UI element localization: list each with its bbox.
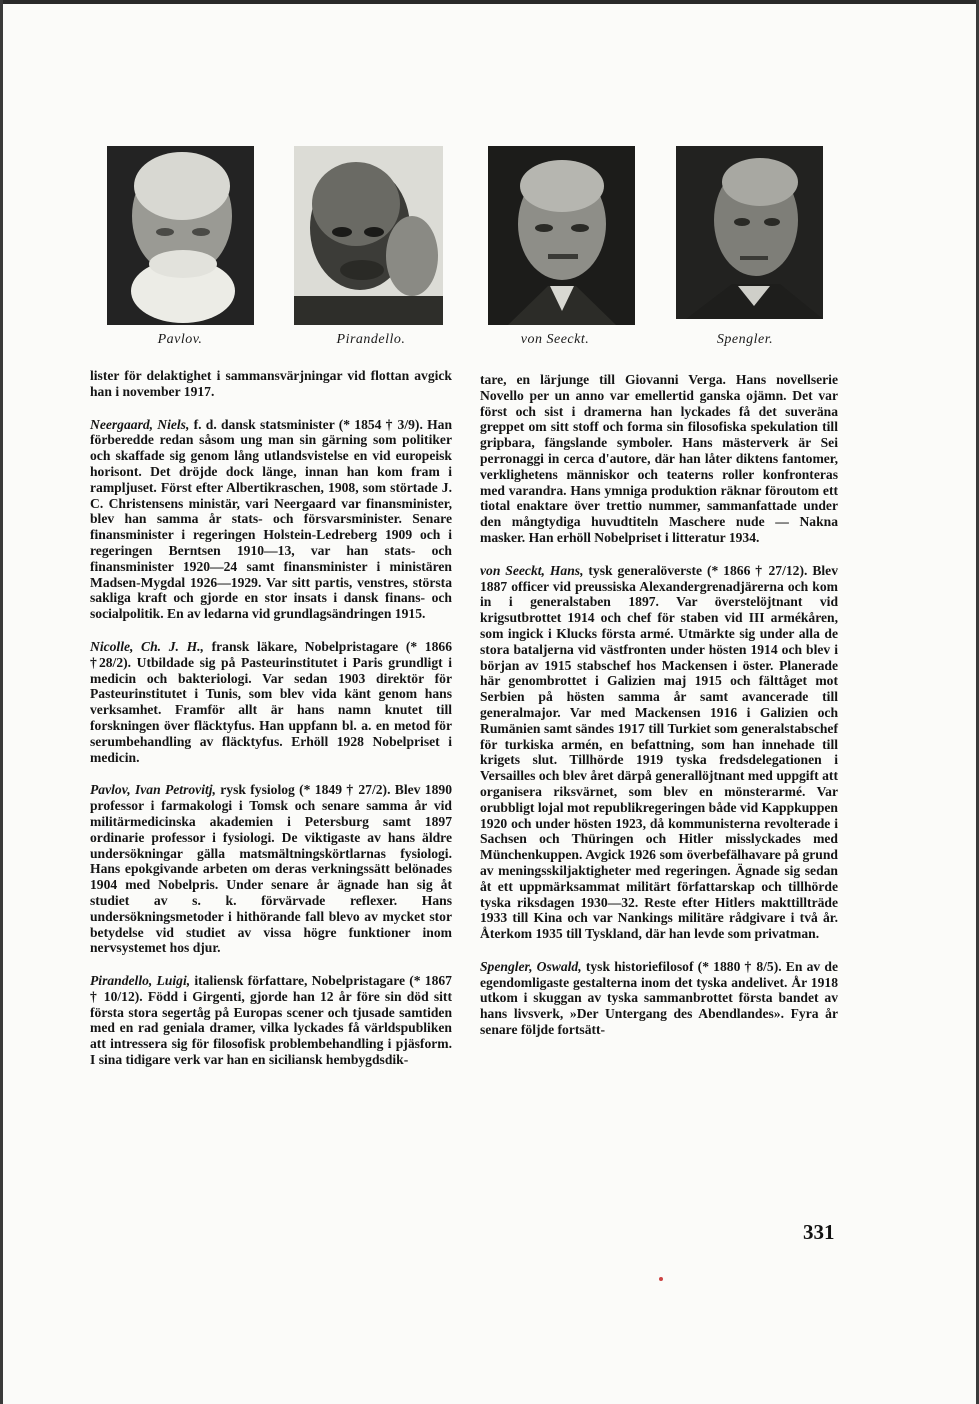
print-speck <box>659 1277 663 1281</box>
caption-pirandello: Pirandello. <box>336 332 406 347</box>
caption-von-seeckt: von Seeckt. <box>520 332 590 347</box>
scan-edge-left <box>0 0 3 1404</box>
caption-spengler: Spengler. <box>716 332 774 347</box>
headword-spengler: Spengler, Oswald, <box>480 958 582 974</box>
headword-nicolle: Nicolle, Ch. J. H., <box>90 638 204 654</box>
entry-nicolle <box>90 639 452 765</box>
page-number: 331 <box>803 1220 835 1244</box>
portrait-von-seeckt-image <box>488 146 635 325</box>
scan-edge-top <box>0 0 979 4</box>
continuation-text-pirandello: tare, en lärjunge till Giovanni Verga. Hans novellserie Novello per un anno var emellertid ganska ojämn. Det var först och sist i dramerna han lyckades få det suveräna greppet om sitt stoff och forma sin filosofiska spekulation till gripbara, fängslande symboler. Hans mästerverk är Sei perronaggi in cerca d'autore, där han låter diktens fantomer, verklighetens människor och teaterns roller konfronteras med varandra. Hans ymniga produktion räknar föroutom ett tiotal enaktare över trettio nummer, sammanfattade under den mångtydiga huvudtiteln Maschere nude — Nakna masker. Han erhöll Nobelpriset i litteratur 1934. <box>480 372 838 545</box>
portrait-pirandello <box>294 146 443 325</box>
headword-neergaard: Neergaard, Niels, <box>90 416 190 432</box>
entry-von-seeckt <box>480 563 838 942</box>
text-column-right <box>480 372 838 1055</box>
entry-text-nicolle: fransk läkare, Nobelpristagare (* 1866 †28/2). Utbildade sig på Pasteurinstitutet i Paris grundligt i medicin och bakteriologi. Var sedan 1903 direktör för Pasteurinstitutet i Tunis, som blev vida känt genom hans verksamhet. Framför allt är hans namn knutet till forskningen över fläcktyfus. Han uppfann bl. a. en metod för serumbehandling av fläcktyfus. Erhöll 1928 Nobelpriset i medicin. <box>90 638 452 765</box>
entry-text-pavlov: rysk fysiolog (* 1849 † 27/2). Blev 1890 professor i farmakologi i Tomsk och senare samma år vid militärmedicinska akademien i Petersburg samt 1897 ordinarie professor i fysiologi. De viktigaste av hans äldre undersökningar gälla matsmältningskörtlarnas fysiologi. Hans epokgivande arbeten om deras verkningssätt belönades 1904 med Nobelpris. Under senare år ägnade han sig åt studiet av s. k. förvärvade reflexer. Hans undersökningsmetoder i hithörande fall blevo av mycket stor betydelse vid studiet av vissa högre funktioner inom nervsystemet hos djur. <box>90 782 452 956</box>
headword-von-seeckt: von Seeckt, Hans, <box>480 562 584 578</box>
caption-pavlov: Pavlov. <box>157 332 203 347</box>
headword-pirandello: Pirandello, Luigi, <box>90 973 191 989</box>
portrait-pavlov-image <box>107 146 254 325</box>
entry-text-von-seeckt: tysk generalöverste (* 1866 † 27/12). Blev 1887 officer vid preussiska Alexandergrenadjärerna och kom in i generalstaben 1897. Var överstelöjtnant vid krigsutbrottet 1914 och chef för staben vid III armékåren, som ingick i Klucks första armé. Utmärkte sig under alla de stora bataljerna vid västfronten under hösten 1914 och blev i början av 1915 stabschef hos Mackensen i öster. Planerade här genombrottet i Galizien maj 1915 och fälttåget mot Serbien på hösten samma år samt avancerade till generalmajor. Var med Mackensen 1916 i Galizien och Rumänien samt sändes 1917 till Turkiet som generalstabschef för turkiska armén, en befattning, som han innehade till krigets slut. Tillhörde 1919 tyska fredsdelegationen i Versailles och blev året därpå generallöjtnant med uppgift att organisera riksvärnet, som blev en mönsterarmé. Var orubbligt lojal mot republikregeringen både vid Kappkuppen 1920 och under hösten 1923, då kommunisterna revolterade i Sachsen och Thüringen och Hitler misslyckades med Münchenkuppen. Avgick 1926 som överbefälhavare på grund av meningsskiljaktigheter med regeringen. Ägnade sig sedan åt ett uppmärksammat militärt författarskap och tillhörde tyska riksdagen 1930—32. Reste efter Hitlers makttillträde 1933 till Kina och var Nankings militäre rådgivare i två år. Återkom 1935 till Tyskland, där han levde som privatman. <box>480 562 838 942</box>
entry-neergaard <box>90 417 452 622</box>
portrait-pavlov <box>107 146 254 325</box>
portrait-von-seeckt <box>488 146 635 325</box>
portrait-spengler-image <box>676 146 823 319</box>
portrait-pirandello-image <box>294 146 443 325</box>
portrait-spengler <box>676 146 823 319</box>
entry-text-neergaard: f. d. dansk statsminister (* 1854 † 3/9). Han förberedde redan såsom ung man sin gärning som politiker och skaffade sig genom lång utlandsvistelse en vid europeisk horisont. Det dröjde dock länge, innan han kom fram i rampljuset. Först efter Albertikraschen, 1908, som störtade J. C. Christensens ministär, vari Neergaard var finansminister, blev han samma år stats- och försvarsminister. Senare finansminister i regeringen Holstein-Ledreberg 1909 och i regeringen Berntsen 1910—13, var han stats- och finansminister 1920—24 samt finansminister i ministären Madsen-Mygdal 1926—1929. Var sitt partis, venstres, största sakliga kraft och gjorde en stor insats i dansk finans- och socialpolitik. En av ledarna vid grundlagsändringen 1915. <box>90 416 453 622</box>
entry-text-spengler: tysk historiefilosof (* 1880 † 8/5). En av de egendomligaste gestalterna inom det tyska andelivet. År 1918 utkom i skuggan av tyska sammanbrottet första bandet av hans livsverk, »Der Untergang des Abendlandes». Fyra år senare följde fortsätt- <box>480 958 839 1038</box>
entry-spengler <box>480 959 838 1038</box>
entry-pavlov <box>90 782 452 956</box>
entry-pirandello <box>90 973 452 1068</box>
headword-pavlov: Pavlov, Ivan Petrovitj, <box>90 782 216 798</box>
text-column-left <box>90 368 452 1085</box>
continuation-text: lister för delaktighet i sammansvärjningar vid flottan avgick han i november 1917. <box>90 368 452 399</box>
entry-text-pirandello: italiensk författare, Nobelpristagare (* 1867 † 10/12). Född i Girgenti, gjorde han 12 år före sin död sitt första stora segertåg på Europas scener och tjusade samtiden med en rad geniala dramer, vilka lyckades få världspubliken att intressera sig för filosofisk problembehandling i pjäsform. I sina tidigare verk var han en siciliansk hembygdsdik- <box>90 973 452 1068</box>
